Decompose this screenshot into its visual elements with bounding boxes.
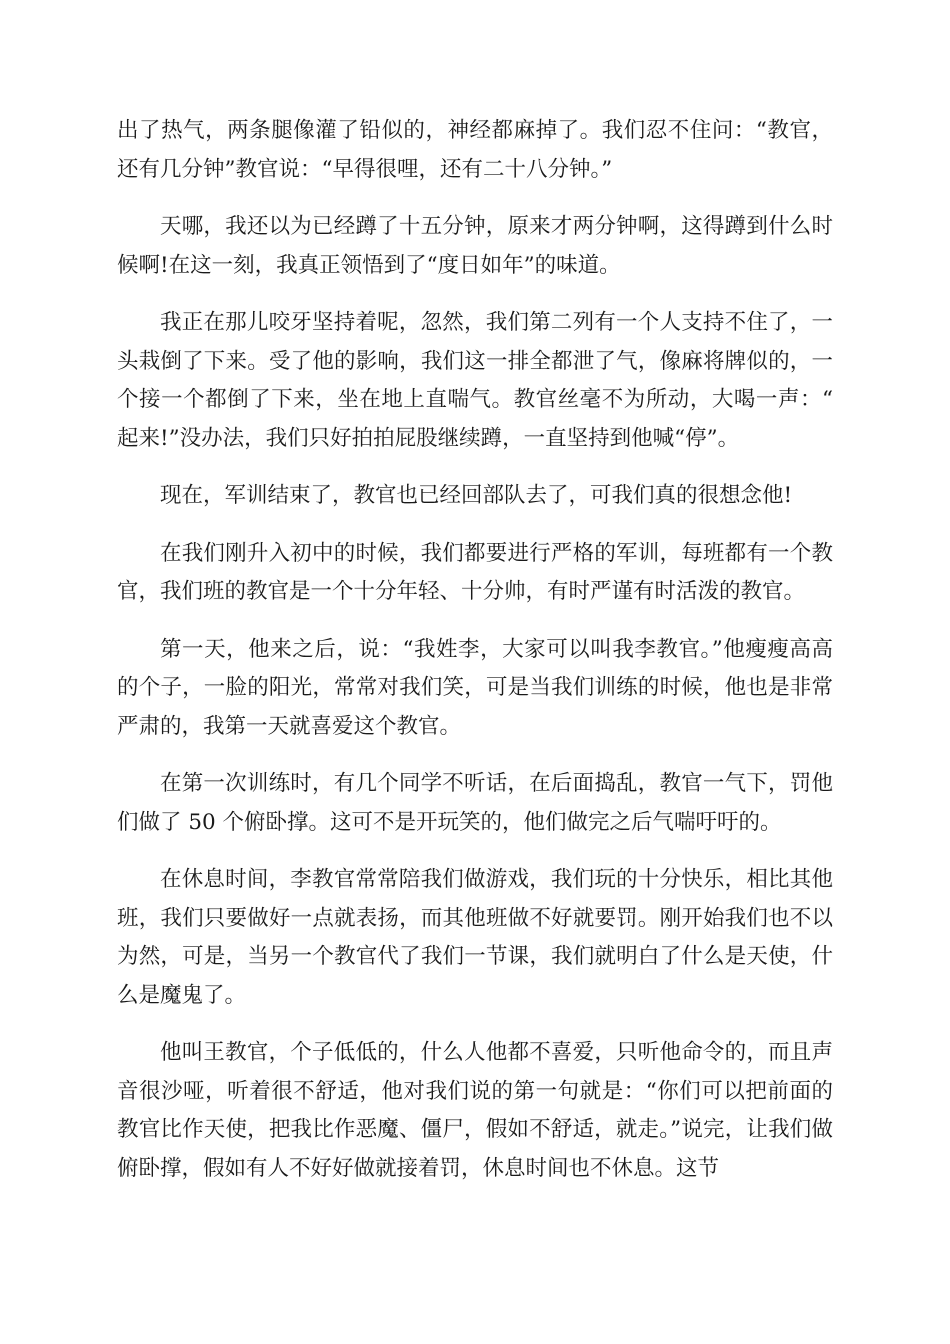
paragraph-3: 我正在那儿咬牙坚持着呢，忽然，我们第二列有一个人支持不住了，一头栽倒了下来。受了他的影响，我们这一排全都泄了气，像麻将牌似的，一个接一个都倒了下来，坐在地上直喘气。教官丝毫不为所动，大喝一声：“起来!”没办法，我们只好拍拍屁股继续蹲，一直坚持到他喊“停”。	[117, 310, 833, 451]
paragraph-2: 天哪，我还以为已经蹲了十五分钟，原来才两分钟啊，这得蹲到什么时候啊!在这一刻，我真正领悟到了“度日如年”的味道。	[117, 214, 833, 278]
document-body	[117, 112, 833, 1207]
paragraph-8: 在休息时间，李教官常常陪我们做游戏，我们玩的十分快乐，相比其他班，我们只要做好一点就表扬，而其他班做不好就要罚。刚开始我们也不以为然，可是，当另一个教官代了我们一节课，我们就明白了什么是天使，什么是魔鬼了。	[117, 867, 833, 1008]
paragraph-4: 现在，军训结束了，教官也已经回部队去了，可我们真的很想念他!	[160, 483, 793, 508]
paragraph-5: 在我们刚升入初中的时候，我们都要进行严格的军训，每班都有一个教官，我们班的教官是一个十分年轻、十分帅，有时严谨有时活泼的教官。	[117, 540, 833, 604]
paragraph-6: 第一天，他来之后，说：“我姓李，大家可以叫我李教官。”他瘦瘦高高的个子，一脸的阳光，常常对我们笑，可是当我们训练的时候，他也是非常严肃的，我第一天就喜爱这个教官。	[117, 636, 833, 739]
paragraph-9: 他叫王教官，个子低低的，什么人他都不喜爱，只听他命令的，而且声音很沙哑，听着很不舒适，他对我们说的第一句就是：“你们可以把前面的教官比作天使，把我比作恶魔、僵尸，假如不舒适，就走。”说完，让我们做俯卧撑，假如有人不好好做就接着罚，休息时间也不休息。这节	[117, 1040, 833, 1181]
paragraph-1: 出了热气，两条腿像灌了铅似的，神经都麻掉了。我们忍不住问：“教官，还有几分钟”教官说：“早得很哩，还有二十八分钟。”	[117, 118, 833, 182]
paragraph-7: 在第一次训练时，有几个同学不听话，在后面捣乱，教官一气下，罚他们做了 50 个俯卧撑。这可不是开玩笑的，他们做完之后气喘吁吁的。	[117, 771, 833, 835]
